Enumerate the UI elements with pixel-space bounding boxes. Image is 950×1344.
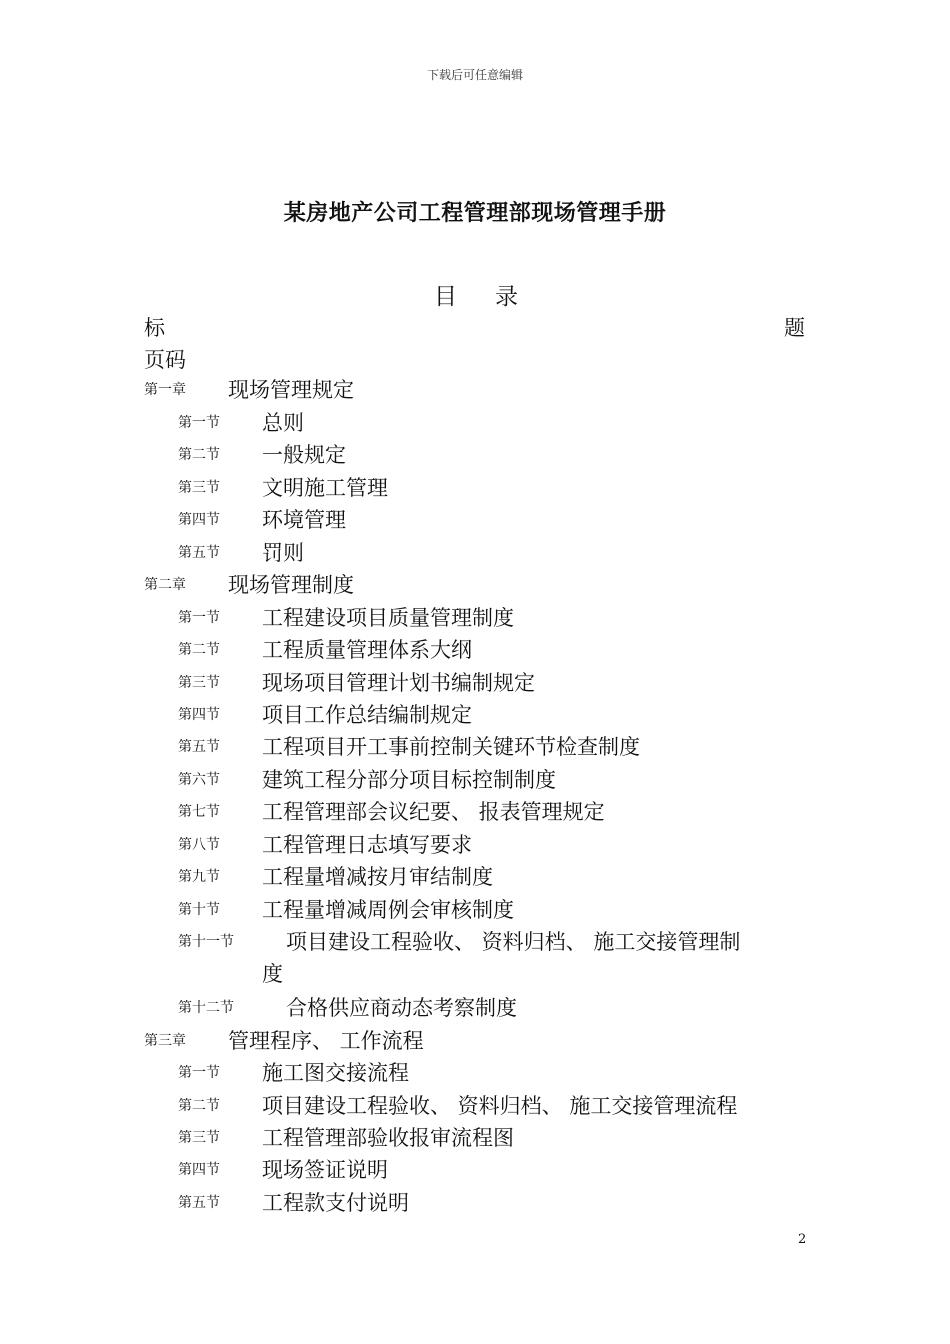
toc-heading-char-1: 目 (434, 284, 457, 310)
section-title: 工程管理部会议纪要、 报表管理规定 (262, 800, 605, 824)
section-title: 项目工作总结编制规定 (262, 703, 472, 727)
toc-heading-char-2: 录 (495, 284, 518, 310)
section-number: 第三节 (178, 675, 220, 691)
section-number: 第十节 (178, 902, 220, 918)
chapter-number: 第三章 (144, 1033, 186, 1049)
chapter-title: 管理程序、 工作流程 (228, 1029, 424, 1053)
section-number: 第一节 (178, 1065, 220, 1081)
section-number: 第四节 (178, 707, 220, 723)
section-title: 工程款支付说明 (262, 1191, 409, 1215)
section-title: 工程项目开工事前控制关键环节检查制度 (262, 735, 640, 759)
section-title: 现场项目管理计划书编制规定 (262, 671, 535, 695)
section-number: 第一节 (178, 610, 220, 626)
section-number: 第十一节 (178, 934, 234, 950)
section-number: 第九节 (178, 869, 220, 885)
section-number: 第一节 (178, 415, 220, 431)
chapter-title: 现场管理规定 (228, 378, 354, 402)
section-title: 项目建设工程验收、 资料归档、 施工交接管理流程 (262, 1094, 738, 1118)
section-number: 第五节 (178, 545, 220, 561)
section-number: 第二节 (178, 642, 220, 658)
section-number: 第五节 (178, 1195, 220, 1211)
section-number: 第四节 (178, 1162, 220, 1178)
section-title: 合格供应商动态考察制度 (286, 996, 517, 1020)
section-title: 工程管理日志填写要求 (262, 833, 472, 857)
page-number: 2 (798, 1232, 807, 1247)
section-number: 第七节 (178, 804, 220, 820)
section-number: 第八节 (178, 837, 220, 853)
section-number: 第五节 (178, 739, 220, 755)
section-title: 现场签证说明 (262, 1158, 388, 1182)
section-title: 工程量增减周例会审核制度 (262, 898, 514, 922)
section-title: 工程质量管理体系大纲 (262, 638, 472, 662)
section-title: 总则 (262, 411, 304, 435)
section-number: 第六节 (178, 772, 220, 788)
section-title: 文明施工管理 (262, 476, 388, 500)
toc-heading (434, 278, 518, 311)
section-title: 一般规定 (262, 443, 346, 467)
section-number: 第三节 (178, 480, 220, 496)
section-title: 环境管理 (262, 508, 346, 532)
chapter-number: 第二章 (144, 577, 186, 593)
column-header-page: 页码 (144, 348, 186, 372)
section-title: 罚则 (262, 541, 304, 565)
section-title: 工程量增减按月审结制度 (262, 865, 493, 889)
section-number: 第二节 (178, 447, 220, 463)
section-title: 建筑工程分部分项目标控制制度 (262, 768, 556, 792)
chapter-title: 现场管理制度 (228, 573, 354, 597)
header-note: 下载后可任意编辑 (426, 68, 523, 82)
section-title-continuation: 度 (262, 962, 283, 986)
section-number: 第四节 (178, 512, 220, 528)
section-number: 第十二节 (178, 1000, 234, 1016)
section-title: 项目建设工程验收、 资料归档、 施工交接管理制 (286, 930, 741, 954)
column-header-title-right: 题 (784, 316, 805, 340)
document-title: 某房地产公司工程管理部现场管理手册 (283, 201, 667, 226)
column-header-title-left: 标 (144, 316, 165, 340)
section-title: 工程管理部验收报审流程图 (262, 1126, 514, 1150)
section-title: 施工图交接流程 (262, 1061, 409, 1085)
chapter-number: 第一章 (144, 382, 186, 398)
section-number: 第三节 (178, 1130, 220, 1146)
section-number: 第二节 (178, 1098, 220, 1114)
section-title: 工程建设项目质量管理制度 (262, 606, 514, 630)
